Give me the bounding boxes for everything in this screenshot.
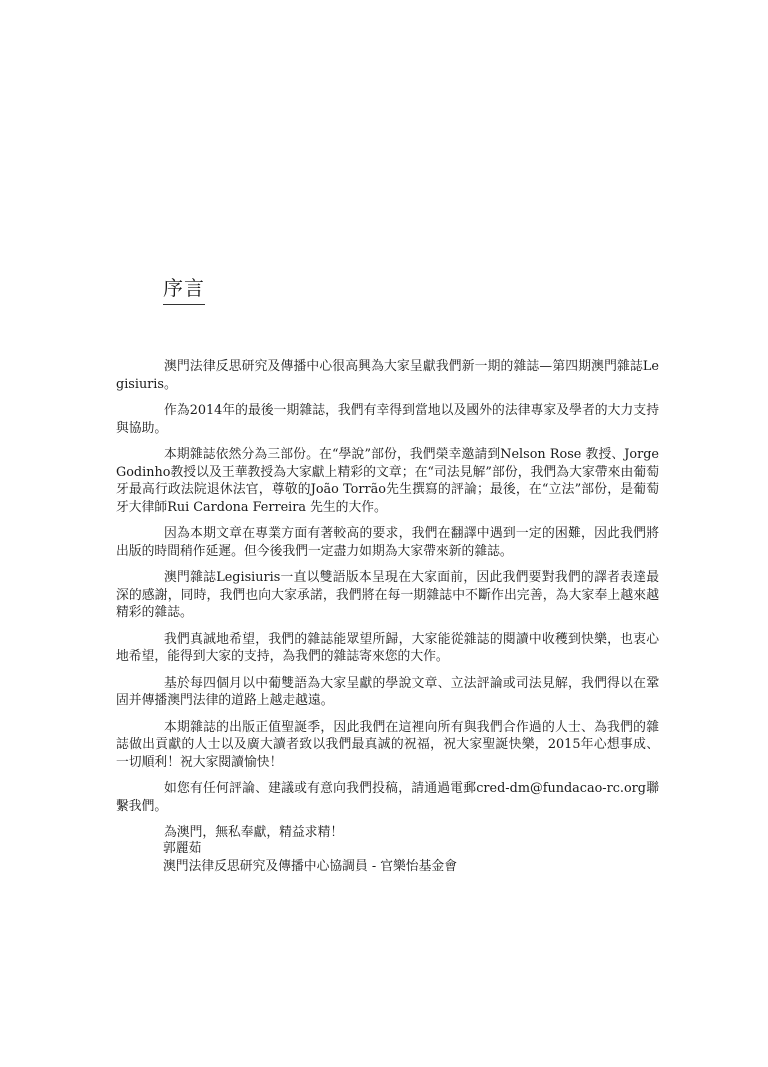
page-title: 序言	[163, 276, 205, 300]
paragraph: 本期雜誌依然分為三部份。在“學說”部份，我們榮幸邀請到Nelson Rose 教授、Jorge Godinho教授以及王華教授為大家獻上精彩的文章；在“司法見解”部份，我們為大家帶來由葡萄牙最高行政法院退休法官，尊敬的João Torrão先生撰寫的評論；最後，在“立法”部份，是葡萄牙大律師Rui Cardona Ferreira 先生的大作。	[116, 447, 659, 515]
paragraph: 我們真誠地希望，我們的雜誌能眾望所歸，大家能從雜誌的閱讀中收穫到快樂，也衷心地希望，能得到大家的支持，為我們的雜誌寄來您的大作。	[116, 631, 659, 664]
signature-name: 郭麗茹	[163, 841, 202, 856]
paragraph: 作為2014年的最後一期雜誌，我們有幸得到當地以及國外的法律專家及學者的大力支持與協助。	[116, 403, 659, 436]
paragraph: 因為本期文章在專業方面有著較高的要求，我們在翻譯中遇到一定的困難，因此我們將出版的時間稍作延遲。但今後我們一定盡力如期為大家帶來新的雜誌。	[116, 526, 659, 559]
paragraph: 如您有任何評論、建議或有意向我們投稿，請通過電郵cred-dm@fundacao-rc.org聯繫我們。	[116, 781, 659, 814]
signature-role: 澳門法律反思研究及傳播中心協調員 - 官樂怡基金會	[163, 859, 457, 874]
paragraph: 澳門法律反思研究及傳播中心很高興為大家呈獻我們新一期的雜誌—第四期澳門雜誌Legisiuris。	[116, 359, 659, 392]
preface-body	[116, 358, 659, 851]
signature-block	[163, 840, 457, 876]
title-underline	[163, 304, 205, 305]
paragraph: 為澳門，無私奉獻，精益求精！	[164, 825, 344, 840]
paragraph: 本期雜誌的出版正值聖誕季，因此我們在這裡向所有與我們合作過的人士、為我們的雜誌做出貢獻的人士以及廣大讀者致以我們最真誠的祝福，祝大家聖誕快樂，2015年心想事成、一切順利！祝大家閱讀愉快！	[116, 719, 659, 770]
paragraph: 基於每四個月以中葡雙語為大家呈獻的學說文章、立法評論或司法見解，我們得以在鞏固并傳播澳門法律的道路上越走越遠。	[116, 675, 659, 708]
paragraph: 澳門雜誌Legisiuris一直以雙語版本呈現在大家面前，因此我們要對我們的譯者表達最深的感謝，同時，我們也向大家承諾，我們將在每一期雜誌中不斷作出完善，為大家奉上越來越精彩的雜誌。	[116, 570, 659, 620]
